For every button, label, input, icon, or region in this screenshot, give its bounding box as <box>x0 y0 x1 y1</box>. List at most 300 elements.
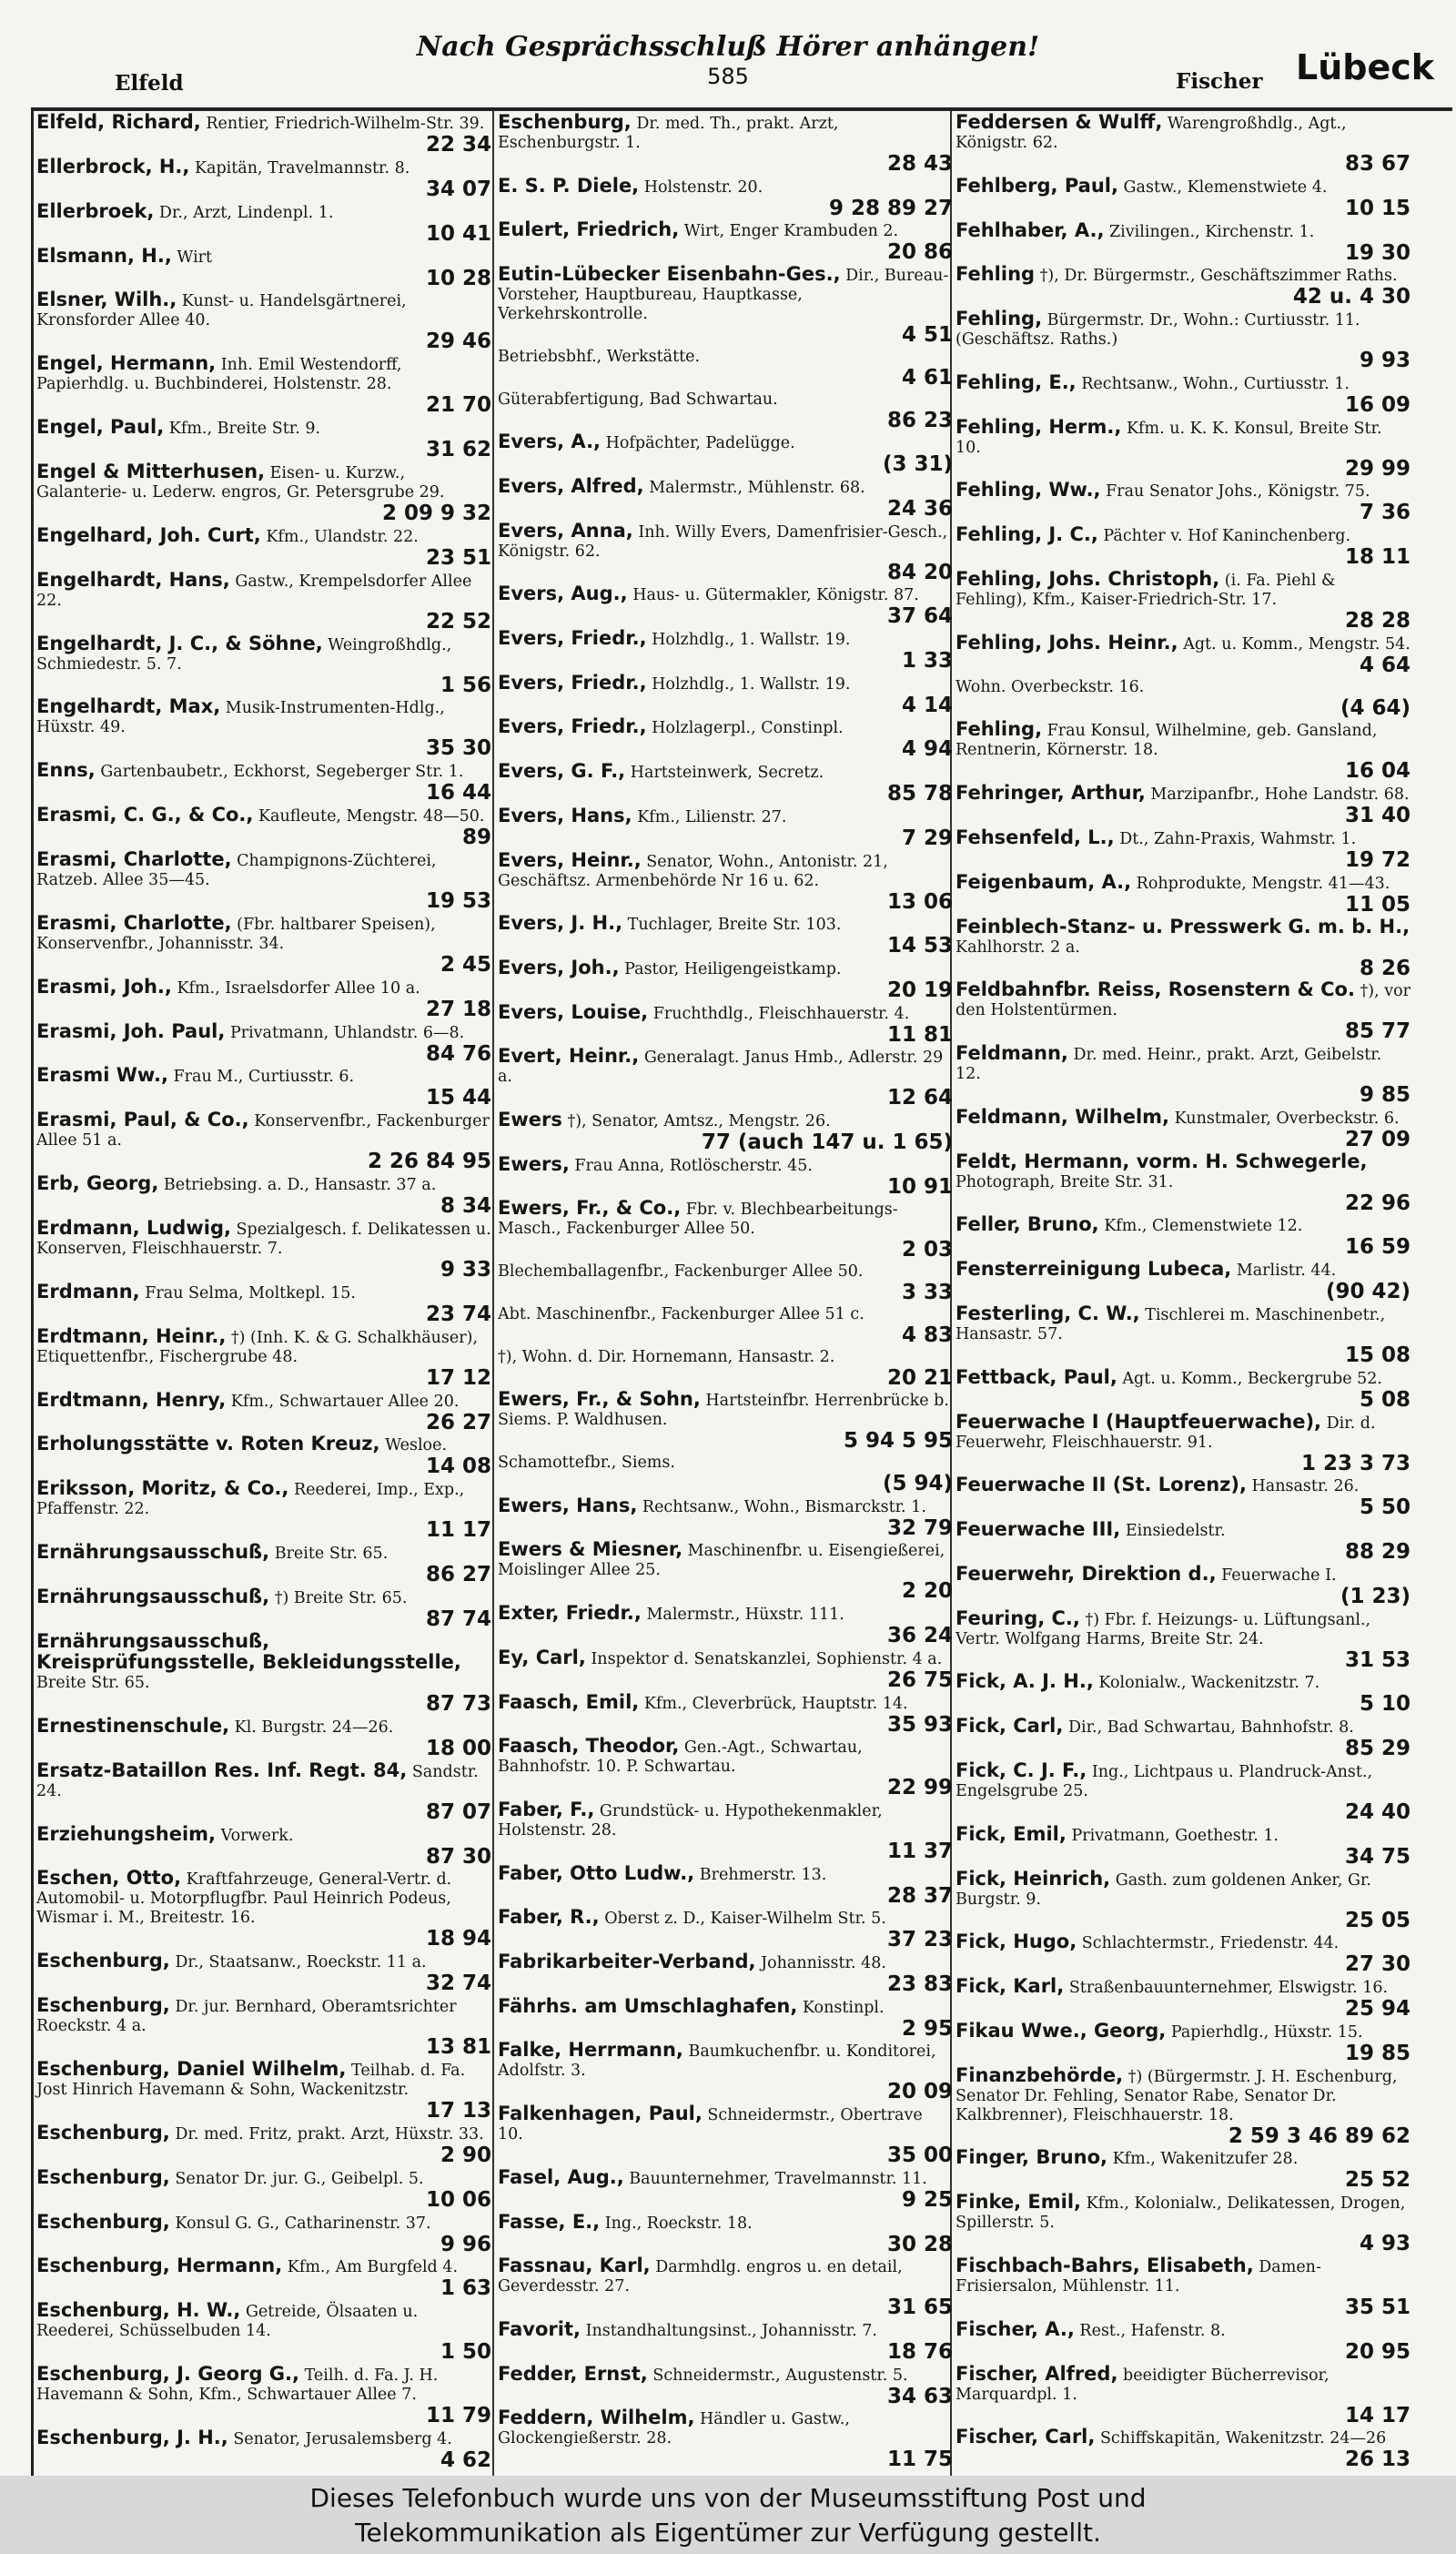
entry-name: Feuerwache II (St. Lorenz), <box>956 1474 1247 1496</box>
entry-phone-number: 2 09 9 32 <box>381 502 491 526</box>
entry-phone-number: 26 75 <box>886 1667 953 1692</box>
entry-phone-number: 15 08 <box>1344 1343 1410 1367</box>
directory-entry <box>956 1606 1410 1672</box>
entry-phone-number: 4 94 <box>901 737 953 762</box>
entry-phone-number: 31 40 <box>1344 804 1410 828</box>
directory-entry <box>956 828 1410 872</box>
entry-phone-number: 8 26 <box>1359 956 1410 980</box>
entry-phone-number: 42 u. 4 30 <box>1292 285 1410 309</box>
directory-entry <box>36 1951 491 1995</box>
header-motto: Nach Gesprächsschluß Hörer anhängen! <box>416 31 1040 63</box>
directory-entry <box>498 1648 953 1692</box>
directory-entry <box>498 1496 953 1540</box>
directory-entry <box>36 911 491 977</box>
entry-name: Ernährungsausschuß, <box>36 1586 270 1608</box>
entry-details: Senator, Jerusalemsberg 4. <box>233 2429 452 2448</box>
directory-entry <box>956 1822 1410 1869</box>
entry-phone-number: 8 34 <box>440 1194 491 1219</box>
entry-phone-number: (3 31) <box>882 452 953 477</box>
directory-entry <box>498 113 953 176</box>
entry-phone-number: 31 62 <box>425 438 491 462</box>
directory-entry <box>956 2362 1410 2427</box>
entry-phone-number: 5 10 <box>1359 1692 1410 1717</box>
entry-name: Feuerwehr, Direktion d., <box>956 1562 1217 1585</box>
entry-details: Schlachtermstr., Friedenstr. 44. <box>1081 1934 1340 1953</box>
directory-entry <box>36 1758 491 1824</box>
entry-details: Kfm., Lilienstr. 27. <box>637 807 787 826</box>
entry-details: Warengroßhdlg., Agt., Königstr. 62. <box>956 115 1347 152</box>
entry-name: Fick, Emil, <box>956 1822 1067 1845</box>
entry-phone-number: 2 03 <box>901 1238 953 1262</box>
entry-name: Evers, Friedr., <box>498 671 647 694</box>
entry-details: Ing., Lichtpaus u. Plandruck-Anst., Engelsgrube 25. <box>956 1763 1373 1800</box>
entry-phone-number: 22 99 <box>886 1776 953 1800</box>
directory-entry <box>956 2256 1410 2319</box>
entry-phone-number: 10 91 <box>886 1174 953 1199</box>
entry-phone-number: 34 75 <box>1344 1844 1410 1869</box>
entry-details: Agt. u. Komm., Beckergrube 52. <box>1122 1369 1382 1388</box>
directory-entry <box>36 523 491 570</box>
entry-details: Dir. d. Feuerwehr, Fleischhauerstr. 91. <box>956 1414 1376 1452</box>
entry-name: Engel, Hermann, <box>36 352 217 375</box>
directory-entry <box>956 1105 1410 1151</box>
entry-details: Tuchlager, Breite Str. 103. <box>627 916 842 935</box>
entry-phone-number: 4 61 <box>901 365 953 390</box>
directory-entry <box>956 1365 1410 1412</box>
entry-details: (Fbr. haltbarer Speisen), Konservenfbr., Johannisstr. 34. <box>36 915 436 953</box>
entry-phone-number: 13 81 <box>425 2035 491 2060</box>
entry-name: Fischbach-Bahrs, Elisabeth, <box>956 2255 1254 2277</box>
entry-phone-number: 10 28 <box>425 266 491 290</box>
directory-entry <box>956 2427 1410 2471</box>
entry-name: Ewers <box>498 1109 562 1131</box>
entry-details: Bürgermstr. Dr., Wohn.: Curtiusstr. 11. (Geschäftsz. Raths.) <box>956 311 1360 350</box>
entry-details: Papierhdlg., Hüxstr. 15. <box>1170 2022 1363 2042</box>
entry-phone-number: 21 70 <box>425 393 491 418</box>
entry-name: Evers, J. H., <box>498 912 623 935</box>
directory-entry <box>498 717 953 761</box>
entry-details: †) Breite Str. 65. <box>274 1589 408 1608</box>
entry-phone-number: 34 63 <box>886 2384 953 2408</box>
entry-phone-number: 22 34 <box>425 133 491 157</box>
entry-phone-number: 27 09 <box>1344 1127 1410 1151</box>
directory-entry <box>36 1822 491 1869</box>
directory-entry <box>498 806 953 850</box>
entry-details: Ing., Roeckstr. 18. <box>604 2214 753 2233</box>
entry-name: Evers, Anna, <box>498 519 633 542</box>
entry-phone-number: 18 76 <box>886 2339 953 2364</box>
entry-name: Erziehungsheim, <box>36 1822 216 1845</box>
directory-entry <box>498 1454 953 1495</box>
entry-details: Kahlhorstr. 2 a. <box>956 937 1080 957</box>
entry-phone-number: (4 64) <box>1340 695 1410 720</box>
entry-details: Kfm. u. K. K. Konsul, Breite Str. 10. <box>956 419 1382 457</box>
entry-details: Kfm., Wakenitzufer 28. <box>1112 2150 1299 2169</box>
entry-phone-number: 30 28 <box>886 2232 953 2256</box>
directory-entry <box>498 2256 953 2319</box>
entry-name: Eutin-Lübecker Eisenbahn-Ges., <box>498 263 841 286</box>
directory-entry <box>498 174 953 220</box>
entry-name: Erasmi, C. G., & Co., <box>36 804 254 826</box>
entry-name: Evers, G. F., <box>498 760 626 783</box>
entry-details: Pächter v. Hof Kaninchenberg. <box>1103 527 1351 546</box>
directory-entry <box>956 678 1410 720</box>
entry-phone-number: 9 33 <box>440 1258 491 1282</box>
entry-name: Eschenburg, H. W., <box>36 2299 241 2322</box>
entry-details: Zivilingen., Kirchenstr. 1. <box>1109 222 1315 241</box>
entry-details: Hofpächter, Padelügge. <box>605 434 795 453</box>
directory-entry <box>498 390 953 432</box>
entry-name: Fensterreinigung Lubeca, <box>956 1258 1232 1281</box>
entry-details: Dir., Bureau-Vorsteher, Hauptbureau, Hauptkasse, Verkehrskontrolle. <box>498 267 949 324</box>
entry-phone-number: 19 72 <box>1344 847 1410 872</box>
entry-phone-number: 5 08 <box>1359 1387 1410 1412</box>
entry-details: Gasth. zum goldenen Anker, Gr. Burgstr. 9. <box>956 1870 1371 1909</box>
entry-details: Marlistr. 44. <box>1236 1262 1337 1281</box>
entry-details: Händler u. Gastw., Glockengießerstr. 28. <box>498 2410 850 2448</box>
directory-entry <box>956 370 1410 417</box>
entry-name: Fassnau, Karl, <box>498 2255 651 2277</box>
entry-phone-number: 77 (auch 147 u. 1 65) <box>701 1130 953 1155</box>
entry-details: Teilh. d. Fa. J. H. Havemann & Sohn, Kfm., Schwartauer Allee 7. <box>36 2367 439 2405</box>
entry-name: Fick, C. J. F., <box>956 1759 1087 1781</box>
entry-phone-number: 26 27 <box>425 1410 491 1434</box>
entry-details: Fruchthdlg., Fleischhauerstr. 4. <box>652 1004 910 1023</box>
entry-details: Frau Konsul, Wilhelmine, geb. Gansland, Rentnerin, Körnerstr. 18. <box>956 722 1378 760</box>
directory-entry <box>36 290 491 353</box>
entry-phone-number: 20 86 <box>886 240 953 265</box>
entry-details: Privatmann, Goethestr. 1. <box>1071 1826 1279 1845</box>
entry-phone-number: 9 85 <box>1359 1083 1410 1108</box>
left-border-rule <box>31 107 34 2476</box>
page-header <box>0 0 1456 109</box>
entry-phone-number: 11 79 <box>425 2404 491 2428</box>
entry-details: Tischlerei m. Maschinenbetr., Hansastr. 57. <box>956 1305 1386 1343</box>
directory-entry <box>498 629 953 673</box>
entry-phone-number: 18 00 <box>425 1736 491 1760</box>
entry-name: Engelhard, Joh. Curt, <box>36 523 261 546</box>
entry-name: Falke, Herrmann, <box>498 2039 683 2062</box>
column-separator <box>492 111 494 2476</box>
entry-phone-number: 85 29 <box>1344 1737 1410 1761</box>
entry-name: Fick, Heinrich, <box>956 1867 1111 1890</box>
entry-name: Faber, R., <box>498 1906 600 1929</box>
entry-details: Kapitän, Travelmannstr. 8. <box>194 158 410 177</box>
entry-phone-number: 24 40 <box>1344 1800 1410 1824</box>
directory-entry <box>36 1996 491 2059</box>
entry-details: Kfm., Ulandstr. 22. <box>266 527 419 546</box>
directory-entry <box>956 1562 1410 1608</box>
directory-entry <box>498 1800 953 1863</box>
entry-phone-number: 2 95 <box>901 2016 953 2041</box>
entry-details: Kfm., Schwartauer Allee 20. <box>230 1392 460 1411</box>
entry-name: Eulert, Friedrich, <box>498 218 680 241</box>
entry-name: Fehling, J. C., <box>956 523 1098 546</box>
entry-name: Feldbahnfbr. Reiss, Rosenstern & Co. <box>956 978 1355 1001</box>
entry-details: Kunstmaler, Overbeckstr. 6. <box>1174 1109 1400 1128</box>
entry-details: Holstenstr. 20. <box>643 177 763 197</box>
entry-phone-number: 25 94 <box>1344 1997 1410 2022</box>
header-guide-word-right: Fischer <box>1176 69 1263 94</box>
entry-name: Erasmi, Joh., <box>36 975 172 998</box>
entry-details: Gartenbaubetr., Eckhorst, Segeberger Str. 1. <box>100 763 464 782</box>
entry-phone-number: 20 09 <box>886 2080 953 2104</box>
directory-entry <box>36 2365 491 2427</box>
directory-entry <box>956 309 1410 372</box>
entry-name: Finanzbehörde, <box>956 2063 1124 2086</box>
entry-details: †), Senator, Amtsz., Mengstr. 26. <box>567 1112 831 1131</box>
directory-entry <box>498 762 953 806</box>
directory-entry <box>36 2301 491 2364</box>
entry-phone-number: 11 81 <box>886 1022 953 1047</box>
entry-phone-number: 4 83 <box>901 1323 953 1347</box>
entry-details: Kunst- u. Handelsgärtnerei, Kronsforder Allee 40. <box>36 292 407 330</box>
directory-entry <box>36 1434 491 1478</box>
directory-entry <box>36 418 491 461</box>
entry-details: Kfm., Cleverbrück, Hauptstr. 14. <box>643 1694 908 1713</box>
entry-phone-number: 17 13 <box>425 2098 491 2123</box>
entry-details: Teilhab. d. Fa. Jost Hinrich Havemann & Sohn, Wackenitzstr. <box>36 2061 466 2099</box>
entry-phone-number: 1 50 <box>440 2340 491 2365</box>
directory-entry <box>956 917 1410 980</box>
directory-entry <box>956 1410 1410 1475</box>
entry-phone-number: 87 73 <box>425 1691 491 1716</box>
entry-phone-number: 29 99 <box>1344 456 1410 481</box>
entry-name: E. S. P. Diele, <box>498 174 640 197</box>
entry-details: Senator Dr. jur. G., Geibelpl. 5. <box>175 2169 424 2188</box>
directory-entry <box>36 1714 491 1760</box>
entry-details: Frau Senator Johs., Königstr. 75. <box>1106 482 1370 502</box>
entry-phone-number: 9 28 89 27 <box>828 196 953 220</box>
entry-details: Weingroßhdlg., Schmiedestr. 5. 7. <box>36 635 452 674</box>
directory-entry <box>36 2057 491 2123</box>
entry-name: Engelhardt, Max, <box>36 695 221 718</box>
directory-entry <box>498 848 953 914</box>
entry-details: Rechtsanw., Wohn., Curtiusstr. 1. <box>1081 374 1350 393</box>
directory-entry <box>36 354 491 417</box>
entry-name: Fährhs. am Umschlaghafen, <box>498 1994 798 2017</box>
entry-details: Schneidermstr., Obertrave 10. <box>498 2106 923 2144</box>
directory-entry <box>498 1305 953 1347</box>
directory-entry <box>956 525 1410 569</box>
entry-name: Elfeld, Richard, <box>36 111 201 133</box>
entry-details: Abt. Maschinenfbr., Fackenburger Allee 51 c. <box>498 1304 864 1323</box>
directory-entry <box>36 2210 491 2256</box>
entry-name: Ellerbrock, H., <box>36 155 190 177</box>
entry-phone-number: 14 53 <box>886 934 953 958</box>
directory-entry <box>956 784 1410 827</box>
directory-entry <box>498 958 953 1002</box>
entry-phone-number: 27 30 <box>1344 1952 1410 1977</box>
entry-name: Fischer, Alfred, <box>956 2362 1118 2385</box>
entry-details: Rohprodukte, Mengstr. 41—43. <box>1136 874 1390 893</box>
entry-details: Breite Str. 65. <box>274 1545 389 1564</box>
directory-entry <box>498 220 953 264</box>
entry-details: Holzhdlg., 1. Wallstr. 19. <box>652 674 851 694</box>
directory-entry <box>956 1475 1410 1519</box>
entry-name: Ewers, Hans, <box>498 1494 638 1516</box>
directory-entry <box>956 1215 1410 1259</box>
directory-entry <box>956 174 1410 220</box>
entry-name: Fehling, Herm., <box>956 415 1122 438</box>
directory-entry <box>498 1110 953 1154</box>
directory-entry <box>956 2019 1410 2065</box>
entry-name: Evers, Alfred, <box>498 474 644 497</box>
entry-details: Kfm., Kolonialw., Delikatessen, Drogen, Spillerstr. 5. <box>956 2194 1406 2233</box>
entry-details: Holzlagerpl., Constinpl. <box>652 719 844 738</box>
entry-details: Dr., Staatsanw., Roeckstr. 11 a. <box>175 1953 427 1972</box>
entry-name: Finke, Emil, <box>956 2191 1082 2214</box>
entry-phone-number: 11 75 <box>886 2448 953 2472</box>
listing-column-2 <box>498 113 953 2472</box>
footer-line-1: Dieses Telefonbuch wurde uns von der Museumsstiftung Post und <box>309 2483 1147 2513</box>
entry-phone-number: 10 15 <box>1344 196 1410 220</box>
entry-name: Enns, <box>36 759 96 782</box>
entry-details: Wirt <box>177 248 213 267</box>
entry-details: Malermstr., Hüxstr. 111. <box>646 1606 844 1625</box>
entry-phone-number: 11 05 <box>1344 892 1410 917</box>
entry-details: Generalagt. Janus Hmb., Adlerstr. 29 a. <box>498 1049 944 1087</box>
entry-phone-number: 34 07 <box>425 177 491 201</box>
entry-details: Schiffskapitän, Wakenitzstr. 24—26 <box>1099 2429 1387 2448</box>
directory-entry <box>36 1066 491 1110</box>
header-city: Lübeck <box>1296 47 1435 87</box>
entry-phone-number: 4 62 <box>440 2448 491 2472</box>
listing-column-1 <box>36 113 491 2472</box>
entry-details: Fbr. v. Blechbearbeitungs-Masch., Fackenburger Allee 50. <box>498 1201 898 1239</box>
entry-details: Kraftfahrzeuge, General-Vertr. d. Automobil- u. Motorpflugfbr. Paul Heinrich Podeus, Wismar i. M., Breitestr. 16. <box>36 1870 452 1928</box>
entry-details: Dr. med. Heinr., prakt. Arzt, Geibelstr. 12. <box>956 1046 1382 1084</box>
directory-entry <box>956 2148 1410 2192</box>
directory-entry <box>498 1262 953 1304</box>
directory-entry <box>956 1977 1410 2021</box>
entry-details: Damen-Frisiersalon, Mühlenstr. 11. <box>956 2258 1321 2296</box>
directory-entry <box>956 1932 1410 1976</box>
entry-phone-number: 7 36 <box>1359 501 1410 525</box>
entry-phone-number: 87 30 <box>425 1844 491 1869</box>
directory-entry <box>36 1629 491 1716</box>
entry-name: Fehling, <box>956 718 1043 741</box>
entry-details: Holzhdlg., 1. Wallstr. 19. <box>652 631 851 650</box>
entry-details: Schamottefbr., Siems. <box>498 1453 675 1472</box>
entry-name: Feuerwache I (Hauptfeuerwache), <box>956 1410 1322 1433</box>
entry-details: Frau Selma, Moltkepl. 15. <box>145 1283 356 1302</box>
directory-entry <box>956 218 1410 265</box>
directory-entry <box>498 2408 953 2471</box>
entry-phone-number: 36 24 <box>886 1624 953 1648</box>
entry-details: Dir., Bad Schwartau, Bahnhofstr. 8. <box>1067 1718 1354 1738</box>
entry-details: Senator, Wohn., Antonistr. 21, Geschäftsz. Armenbehörde Nr 16 u. 62. <box>498 852 888 890</box>
entry-phone-number: 16 59 <box>1344 1235 1410 1260</box>
entry-name: Engelhardt, Hans, <box>36 568 230 591</box>
entry-phone-number: 16 09 <box>1344 392 1410 417</box>
entry-name: Faber, Otto Ludw., <box>498 1861 695 1884</box>
entry-phone-number: 16 04 <box>1344 759 1410 784</box>
entry-name: Erb, Georg, <box>36 1172 159 1195</box>
entry-phone-number: 22 52 <box>425 609 491 633</box>
entry-details: Inh. Willy Evers, Damenfrisier-Gesch., Königstr. 62. <box>498 522 948 561</box>
directory-entry <box>36 2256 491 2300</box>
entry-details: Rest., Hafenstr. 8. <box>1079 2321 1226 2340</box>
entry-phone-number: 83 67 <box>1344 152 1410 176</box>
entry-details: Agt. u. Komm., Mengstr. 54. <box>1183 634 1410 654</box>
entry-phone-number: 88 29 <box>1344 1540 1410 1565</box>
directory-entry <box>36 1479 491 1542</box>
entry-phone-number: 28 37 <box>886 1883 953 1908</box>
entry-details: Bauunternehmer, Travelmannstr. 11. <box>629 2169 927 2188</box>
entry-phone-number: 18 94 <box>425 1927 491 1951</box>
entry-phone-number: 86 27 <box>425 1563 491 1587</box>
entry-name: Erdtmann, Henry, <box>36 1388 227 1411</box>
entry-name: Fick, Karl, <box>956 1975 1065 1998</box>
entry-name: Feldmann, <box>956 1042 1068 1065</box>
entry-phone-number: 5 50 <box>1359 1495 1410 1520</box>
entry-name: Feldmann, Wilhelm, <box>956 1105 1170 1128</box>
entry-details: †) (Inh. K. & G. Schalkhäuser), Etiquettenfbr., Fischergrube 48. <box>36 1328 479 1366</box>
entry-phone-number: 89 <box>461 826 491 850</box>
entry-name: Ernährungsausschuß, Kreisprüfungsstelle, Bekleidungsstelle, <box>36 1629 461 1673</box>
directory-entry <box>498 2317 953 2364</box>
entry-details: Breite Str. 65. <box>36 1673 150 1692</box>
entry-phone-number: 13 06 <box>886 889 953 914</box>
directory-entry <box>36 1587 491 1631</box>
directory-entry <box>36 113 491 157</box>
entry-phone-number: 5 94 5 95 <box>843 1429 953 1454</box>
entry-phone-number: 31 65 <box>886 2296 953 2320</box>
entry-phone-number: 1 23 3 73 <box>1300 1451 1410 1475</box>
entry-phone-number: 37 23 <box>886 1928 953 1952</box>
entry-details: Reederei, Imp., Exp., Pfaffenstr. 22. <box>36 1481 465 1519</box>
entry-phone-number: 2 26 84 95 <box>367 1150 491 1174</box>
directory-entry <box>498 2210 953 2256</box>
entry-name: Feuerwache III, <box>956 1518 1121 1541</box>
entry-details: Marzipanfbr., Hohe Landstr. 68. <box>1150 785 1410 805</box>
entry-phone-number: (1 23) <box>1340 1584 1410 1608</box>
entry-phone-number: 2 45 <box>440 952 491 977</box>
entry-name: Fasel, Aug., <box>498 2165 624 2188</box>
directory-entry <box>498 1737 953 1799</box>
entry-details: Feuerwache I. <box>1221 1566 1337 1585</box>
entry-details: Kolonialw., Wackenitzstr. 7. <box>1098 1674 1320 1693</box>
entry-details: Hartsteinwerk, Secretz. <box>630 764 824 783</box>
entry-details: Champignons-Züchterei, Ratzeb. Allee 35—45. <box>36 852 437 890</box>
entry-name: Evert, Heinr., <box>498 1045 640 1068</box>
entry-name: Erasmi, Charlotte, <box>36 911 232 934</box>
entry-details: Oberst z. D., Kaiser-Wilhelm Str. 5. <box>604 1910 886 1929</box>
entry-phone-number: 85 78 <box>886 782 953 806</box>
directory-entry <box>956 1672 1410 1716</box>
entry-name: Eschenburg, <box>36 1994 170 2017</box>
entry-phone-number: 19 53 <box>425 889 491 914</box>
entry-phone-number: 27 18 <box>425 997 491 1021</box>
entry-name: Fasse, E., <box>498 2210 601 2233</box>
entry-name: Engel, Paul, <box>36 416 165 439</box>
entry-details: Hartsteinfbr. Herrenbrücke b. Siems. P. Waldhusen. <box>498 1392 949 1430</box>
entry-name: Evers, Aug., <box>498 583 628 605</box>
entry-name: Evers, Joh., <box>498 956 620 978</box>
directory-entry <box>498 2041 953 2103</box>
header-guide-word-left: Elfeld <box>115 71 184 96</box>
directory-entry <box>36 1282 491 1326</box>
directory-entry <box>36 634 491 697</box>
entry-details: Instandhaltungsinst., Johannisstr. 7. <box>585 2321 877 2340</box>
entry-phone-number: 20 19 <box>886 978 953 1002</box>
directory-entry <box>36 850 491 913</box>
entry-details: Photograph, Breite Str. 31. <box>956 1172 1174 1191</box>
entry-name: Fehling, Ww., <box>956 479 1101 502</box>
entry-name: Elsmann, H., <box>36 244 172 267</box>
directory-entry <box>956 1304 1410 1367</box>
